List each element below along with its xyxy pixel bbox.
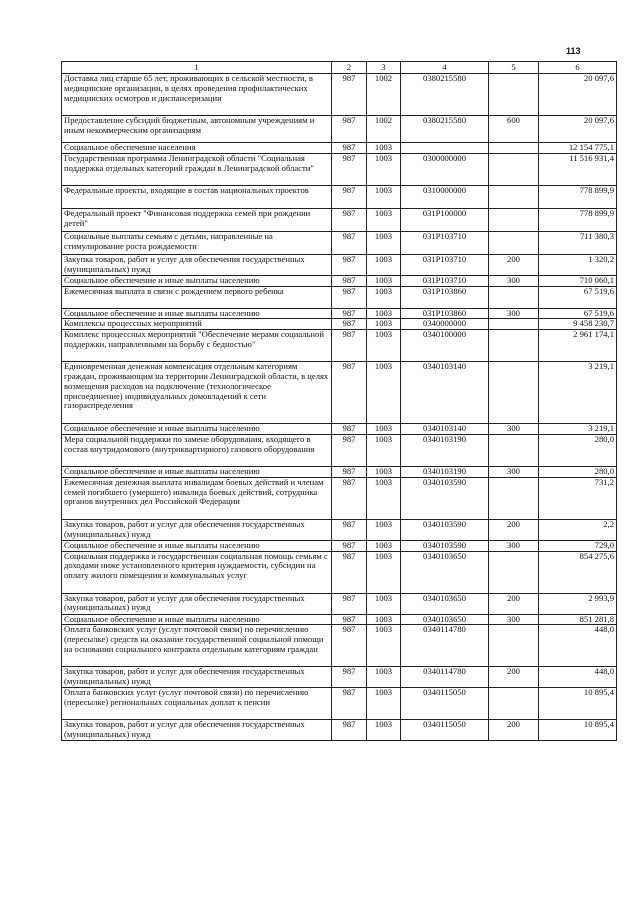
cell-section: 1003 (367, 231, 401, 254)
budget-table (61, 61, 617, 741)
cell-expense-type: 300 (489, 614, 539, 625)
table-row (62, 208, 617, 231)
cell-expense-type (489, 625, 539, 667)
cell-target-article: 0340103590 (401, 540, 489, 551)
cell-target-article (401, 143, 489, 154)
cell-expense-type (489, 185, 539, 208)
cell-amount: 3 219,1 (539, 362, 617, 424)
cell-target-article: 0340103650 (401, 593, 489, 614)
cell-section: 1002 (367, 74, 401, 116)
cell-name: Единовременная денежная компенсация отдельным категориям граждан, проживающим на территории Ленинградской области, в целях возмещения расходов на подключение (технологическое присоединение) индивидуальных домовладений к сети газораспределения (62, 362, 332, 424)
cell-name: Федеральные проекты, входящие в состав национальных проектов (62, 185, 332, 208)
table-row (62, 540, 617, 551)
cell-target-article: 0340103650 (401, 551, 489, 593)
table-row (62, 688, 617, 720)
table-row (62, 330, 617, 362)
cell-amount: 280,0 (539, 434, 617, 466)
cell-target-article: 0380215580 (401, 116, 489, 143)
cell-name: Оплата банковских услуг (услуг почтовой связи) по перечислению (пересылке) средств на оказание государственной социальной помощи на основании социального контракта отдельным категориям граждан (62, 625, 332, 667)
cell-grbs: 987 (332, 185, 367, 208)
cell-target-article: 0340103190 (401, 434, 489, 466)
cell-grbs: 987 (332, 330, 367, 362)
cell-amount: 9 458 230,7 (539, 319, 617, 330)
cell-grbs: 987 (332, 625, 367, 667)
cell-name: Социальные выплаты семьям с детьми, направленные на стимулирование роста рождаемости (62, 231, 332, 254)
cell-name: Мера социальной поддержки по замене оборудования, входящего в состав внутридомового (внутриквартирного) газового оборудования (62, 434, 332, 466)
cell-expense-type (489, 362, 539, 424)
cell-amount: 20 097,6 (539, 116, 617, 143)
cell-section: 1003 (367, 254, 401, 275)
cell-grbs: 987 (332, 254, 367, 275)
cell-name: Оплата банковских услуг (услуг почтовой связи) по перечислению (пересылке) региональных социальных доплат к пенсии (62, 688, 332, 720)
page-number: 113 (566, 46, 581, 56)
cell-expense-type: 300 (489, 275, 539, 286)
cell-amount: 3 219,1 (539, 424, 617, 435)
cell-section: 1003 (367, 466, 401, 477)
cell-amount: 710 060,1 (539, 275, 617, 286)
cell-grbs: 987 (332, 593, 367, 614)
cell-grbs: 987 (332, 143, 367, 154)
cell-amount: 20 097,6 (539, 74, 617, 116)
cell-target-article: 0340115050 (401, 720, 489, 741)
table-row (62, 551, 617, 593)
cell-expense-type (489, 477, 539, 519)
cell-grbs: 987 (332, 153, 367, 185)
cell-amount: 448,0 (539, 667, 617, 688)
cell-target-article: 0300000000 (401, 153, 489, 185)
table-row (62, 362, 617, 424)
cell-grbs: 987 (332, 667, 367, 688)
cell-section: 1003 (367, 308, 401, 319)
cell-expense-type (489, 319, 539, 330)
cell-grbs: 987 (332, 519, 367, 540)
cell-target-article: 0310000000 (401, 185, 489, 208)
cell-target-article: 0340100000 (401, 330, 489, 362)
cell-target-article: 0380215580 (401, 74, 489, 116)
cell-section: 1003 (367, 185, 401, 208)
table-row (62, 319, 617, 330)
cell-grbs: 987 (332, 551, 367, 593)
table-row (62, 153, 617, 185)
cell-name: Закупка товаров, работ и услуг для обеспечения государственных (муниципальных) нужд (62, 720, 332, 741)
table-row (62, 74, 617, 116)
cell-section: 1003 (367, 208, 401, 231)
cell-section: 1003 (367, 143, 401, 154)
cell-target-article: 0340103190 (401, 466, 489, 477)
cell-expense-type (489, 208, 539, 231)
header-row (62, 62, 617, 74)
cell-section: 1003 (367, 688, 401, 720)
cell-amount: 2 993,9 (539, 593, 617, 614)
cell-target-article: 0340114780 (401, 667, 489, 688)
cell-name: Социальное обеспечение и иные выплаты населению (62, 275, 332, 286)
cell-expense-type: 300 (489, 466, 539, 477)
cell-amount: 1 320,2 (539, 254, 617, 275)
cell-name: Комплексы процессных мероприятий (62, 319, 332, 330)
cell-target-article: 031P103860 (401, 308, 489, 319)
header-cell-4: 4 (401, 62, 489, 74)
cell-amount: 2 961 174,1 (539, 330, 617, 362)
cell-name: Комплекс процессных мероприятий "Обеспечение мерами социальной поддержки, направленными на борьбу с бедностью" (62, 330, 332, 362)
cell-grbs: 987 (332, 116, 367, 143)
table-row (62, 286, 617, 308)
cell-expense-type: 200 (489, 720, 539, 741)
cell-section: 1003 (367, 330, 401, 362)
cell-section: 1003 (367, 434, 401, 466)
cell-grbs: 987 (332, 688, 367, 720)
cell-amount: 12 154 775,1 (539, 143, 617, 154)
cell-amount: 67 519,6 (539, 286, 617, 308)
cell-section: 1003 (367, 319, 401, 330)
cell-name: Государственная программа Ленинградской области "Социальная поддержка отдельных категорий граждан в Ленинградской области" (62, 153, 332, 185)
table-row (62, 424, 617, 435)
cell-expense-type: 200 (489, 254, 539, 275)
cell-target-article: 0340115050 (401, 688, 489, 720)
cell-amount: 711 380,3 (539, 231, 617, 254)
cell-expense-type (489, 143, 539, 154)
cell-amount: 854 275,6 (539, 551, 617, 593)
table-row (62, 254, 617, 275)
cell-amount: 2,2 (539, 519, 617, 540)
cell-name: Социальное обеспечение и иные выплаты населению (62, 466, 332, 477)
table-row (62, 275, 617, 286)
cell-expense-type (489, 551, 539, 593)
cell-section: 1003 (367, 362, 401, 424)
cell-grbs: 987 (332, 614, 367, 625)
table-row (62, 625, 617, 667)
cell-name: Закупка товаров, работ и услуг для обеспечения государственных (муниципальных) нужд (62, 667, 332, 688)
cell-name: Социальное обеспечение и иные выплаты населению (62, 424, 332, 435)
cell-amount: 448,0 (539, 625, 617, 667)
table-row (62, 116, 617, 143)
cell-section: 1003 (367, 720, 401, 741)
cell-amount: 11 516 931,4 (539, 153, 617, 185)
cell-section: 1003 (367, 153, 401, 185)
table-row (62, 667, 617, 688)
cell-grbs: 987 (332, 286, 367, 308)
cell-name: Ежемесячная выплата в связи с рождением первого ребенка (62, 286, 332, 308)
cell-section: 1003 (367, 519, 401, 540)
cell-grbs: 987 (332, 275, 367, 286)
cell-amount: 731,2 (539, 477, 617, 519)
cell-amount: 67 519,6 (539, 308, 617, 319)
cell-grbs: 987 (332, 466, 367, 477)
cell-target-article: 031P103710 (401, 231, 489, 254)
header-cell-2: 2 (332, 62, 367, 74)
cell-expense-type (489, 153, 539, 185)
cell-grbs: 987 (332, 74, 367, 116)
table-row (62, 720, 617, 741)
table-row (62, 477, 617, 519)
cell-name: Ежемесячная денежная выплата инвалидам боевых действий и членам семей погибшего (умершего) инвалида боевых действий, сотрудника органов внутренних дел Российской Федерации (62, 477, 332, 519)
cell-name: Социальное обеспечение и иные выплаты населению (62, 540, 332, 551)
cell-grbs: 987 (332, 362, 367, 424)
cell-grbs: 987 (332, 477, 367, 519)
cell-section: 1003 (367, 667, 401, 688)
table-row (62, 519, 617, 540)
cell-name: Закупка товаров, работ и услуг для обеспечения государственных (муниципальных) нужд (62, 254, 332, 275)
cell-target-article: 031P100000 (401, 208, 489, 231)
cell-expense-type (489, 434, 539, 466)
cell-amount: 778 899,9 (539, 185, 617, 208)
header-cell-6: 6 (539, 62, 617, 74)
cell-section: 1003 (367, 477, 401, 519)
cell-expense-type (489, 74, 539, 116)
cell-expense-type: 200 (489, 519, 539, 540)
cell-expense-type (489, 286, 539, 308)
table-row (62, 231, 617, 254)
cell-section: 1003 (367, 424, 401, 435)
cell-target-article: 031P103860 (401, 286, 489, 308)
cell-name: Закупка товаров, работ и услуг для обеспечения государственных (муниципальных) нужд (62, 593, 332, 614)
cell-expense-type: 600 (489, 116, 539, 143)
cell-target-article: 0340114780 (401, 625, 489, 667)
cell-amount: 729,0 (539, 540, 617, 551)
cell-section: 1003 (367, 286, 401, 308)
cell-target-article: 031P103710 (401, 275, 489, 286)
cell-expense-type (489, 330, 539, 362)
cell-section: 1003 (367, 540, 401, 551)
cell-target-article: 031P103710 (401, 254, 489, 275)
table-row (62, 434, 617, 466)
table-body (62, 74, 617, 741)
cell-section: 1003 (367, 275, 401, 286)
cell-expense-type: 300 (489, 540, 539, 551)
cell-target-article: 0340000000 (401, 319, 489, 330)
cell-grbs: 987 (332, 424, 367, 435)
header-cell-1: 1 (62, 62, 332, 74)
cell-amount: 778 899,9 (539, 208, 617, 231)
cell-expense-type: 200 (489, 593, 539, 614)
cell-name: Федеральный проект "Финансовая поддержка семей при рождении детей" (62, 208, 332, 231)
cell-name: Социальная поддержка и государственная социальная помощь семьям с доходами ниже установленного критерия нуждаемости, субсидии на оплату жилого помещения и коммунальных услуг (62, 551, 332, 593)
cell-amount: 10 895,4 (539, 720, 617, 741)
cell-target-article: 0340103590 (401, 519, 489, 540)
cell-target-article: 0340103650 (401, 614, 489, 625)
table-row (62, 143, 617, 154)
cell-amount: 851 281,8 (539, 614, 617, 625)
cell-grbs: 987 (332, 208, 367, 231)
cell-section: 1003 (367, 625, 401, 667)
table-row (62, 185, 617, 208)
cell-amount: 10 895,4 (539, 688, 617, 720)
cell-expense-type (489, 688, 539, 720)
cell-grbs: 987 (332, 434, 367, 466)
cell-expense-type: 300 (489, 308, 539, 319)
cell-section: 1003 (367, 614, 401, 625)
cell-expense-type (489, 231, 539, 254)
cell-target-article: 0340103140 (401, 424, 489, 435)
cell-name: Социальное обеспечение населения (62, 143, 332, 154)
header-cell-3: 3 (367, 62, 401, 74)
table-row (62, 308, 617, 319)
cell-name: Предоставление субсидий бюджетным, автономным учреждениям и иным некоммерческим организациям (62, 116, 332, 143)
table-row (62, 466, 617, 477)
cell-name: Доставка лиц старше 65 лет, проживающих в сельской местности, в медицинские организации, в целях проведения профилактических медицинских осмотров и диспансеризации (62, 74, 332, 116)
cell-grbs: 987 (332, 308, 367, 319)
header-cell-5: 5 (489, 62, 539, 74)
cell-target-article: 0340103140 (401, 362, 489, 424)
cell-grbs: 987 (332, 231, 367, 254)
cell-section: 1002 (367, 116, 401, 143)
cell-expense-type: 300 (489, 424, 539, 435)
cell-name: Социальное обеспечение и иные выплаты населению (62, 614, 332, 625)
cell-amount: 280,0 (539, 466, 617, 477)
cell-section: 1003 (367, 551, 401, 593)
cell-expense-type: 200 (489, 667, 539, 688)
cell-name: Закупка товаров, работ и услуг для обеспечения государственных (муниципальных) нужд (62, 519, 332, 540)
table-row (62, 593, 617, 614)
cell-grbs: 987 (332, 319, 367, 330)
table-row (62, 614, 617, 625)
cell-section: 1003 (367, 593, 401, 614)
cell-name: Социальное обеспечение и иные выплаты населению (62, 308, 332, 319)
cell-grbs: 987 (332, 720, 367, 741)
cell-grbs: 987 (332, 540, 367, 551)
cell-target-article: 0340103590 (401, 477, 489, 519)
